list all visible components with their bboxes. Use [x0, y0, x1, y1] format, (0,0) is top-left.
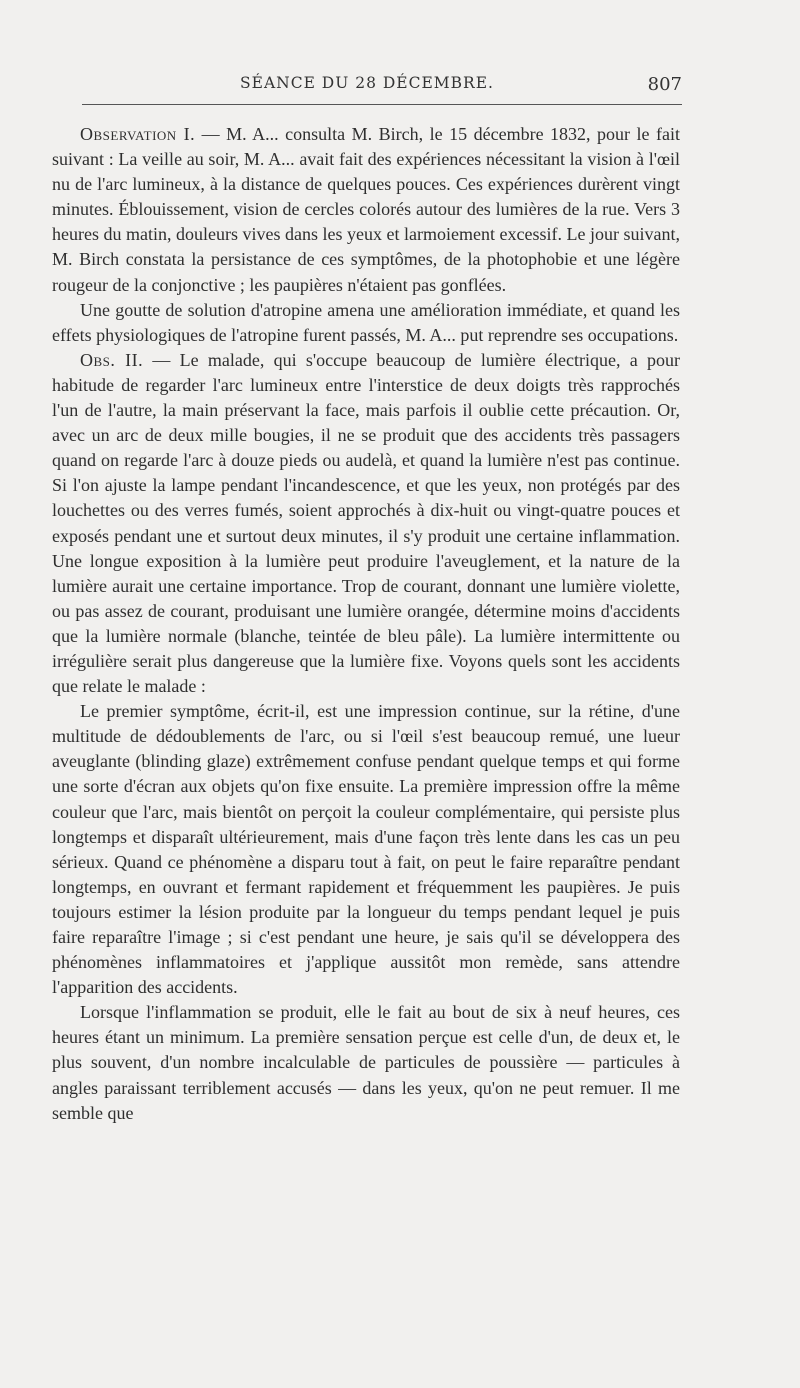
page-header: [52, 74, 682, 96]
paragraph-atropine: [52, 298, 680, 348]
page-number: 807: [647, 74, 682, 95]
paragraph-text: — Le malade, qui s'occupe beaucoup de lumière électrique, a pour habitude de regarder l'arc lumineux entre l'interstice de deux doigts très rapprochés l'un de l'autre, la main préservant la face, mais parfois il oublie cette précaution. Or, avec un arc de deux mille bougies, il ne se produit que des accidents très passagers quand on regarde l'arc à douze pieds ou audelà, et quand la lumière n'est pas continue. Si l'on ajuste la lampe pendant l'incandescence, et que les yeux, non protégés par des louchettes ou des verres fumés, soient approchés à dix-huit ou vingt-quatre pouces et exposés pendant une et surtout deux minutes, il s'y produit une certaine inflammation. Une longue exposition à la lumière peut produire l'aveuglement, et la nature de la lumière aurait une certaine importance. Trop de courant, donnant une lumière violette, ou pas assez de courant, produisant une lumière orangée, détermine moins d'accidents que la lumière normale (blanche, teintée de bleu pâle). La lumière intermittente ou irrégulière serait plus dangereuse que la lumière fixe. Voyons quels sont les accidents que relate le malade :: [52, 349, 681, 697]
running-title: SÉANCE DU 28 DÉCEMBRE.: [240, 74, 494, 92]
paragraph-lead: Obs. II.: [80, 349, 144, 370]
paragraph-observation-1: [52, 122, 680, 298]
paragraph-text: Lorsque l'inflammation se produit, elle le fait au bout de six à neuf heures, ces heures étant un minimum. La première sensation perçue est celle d'un, de deux et, le plus souvent, d'un nombre incalculable de particules de poussière — particules à angles paraissant terriblement accusés — dans les yeux, qu'on ne peut remuer. Il me semble que: [52, 1002, 680, 1123]
paragraph-text: Une goutte de solution d'atropine amena une amélioration immédiate, et quand les effets physiologiques de l'atropine furent passés, M. A... put reprendre ses occupations.: [52, 299, 680, 345]
paragraph-observation-2: [52, 348, 680, 699]
header-rule: [82, 104, 682, 105]
paragraph-text: — M. A... consulta M. Birch, le 15 décembre 1832, pour le fait suivant : La veille au soir, M. A... avait fait des expériences nécessitant la vision à l'œil nu de l'arc lumineux, à la distance de quelques pouces. Ces expériences durèrent vingt minutes. Éblouissement, vision de cercles colorés autour des lumières de la rue. Vers 3 heures du matin, douleurs vives dans les yeux et larmoiement excessif. Le jour suivant, M. Birch constata la persistance de ces symptômes, de la photophobie et une légère rougeur de la conjonctive ; les paupières n'étaient pas gonflées.: [52, 124, 681, 295]
paragraph-lead: Observation I.: [80, 124, 196, 144]
paragraph-text: Le premier symptôme, écrit-il, est une impression continue, sur la rétine, d'une multitude de dédoublements de l'arc, ou si l'œil s'est beaucoup remué, une lueur aveuglante (blinding glaze) extrêmement confuse pendant quelque temps et qui forme une sorte d'écran aux objets qu'on fixe ensuite. La première impression offre la même couleur que l'arc, mais bientôt on perçoit la couleur complémentaire, qui persiste plus longtemps et disparaît ultérieurement, mais d'une façon très lente dans les cas un peu sérieux. Quand ce phénomène a disparu tout à fait, on peut le faire reparaître pendant longtemps, en ouvrant et fermant rapidement et fréquemment les paupières. Je puis toujours estimer la lésion produite par la longueur du temps pendant lequel je puis faire reparaître l'image ; si c'est pendant une heure, je sais qu'il se développera des phénomènes inflammatoires et j'applique aussitôt mon remède, sans attendre l'apparition des accidents.: [52, 701, 680, 998]
paragraph-inflammation: [52, 1000, 680, 1125]
body-text: [52, 122, 680, 1126]
paragraph-first-symptom: [52, 699, 680, 1000]
